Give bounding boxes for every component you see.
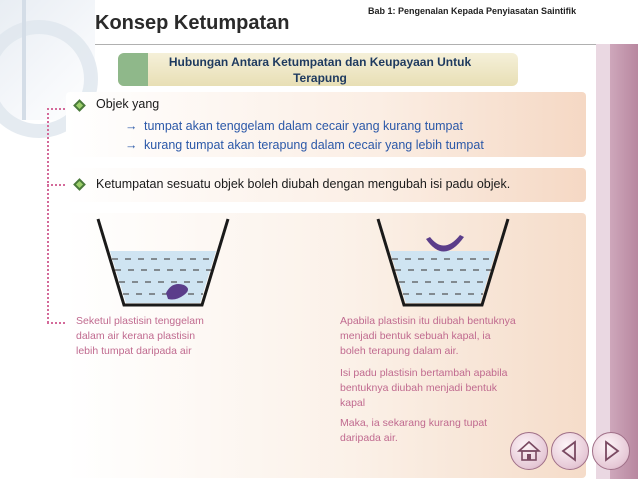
caption-right-c-line-1: Maka, ia sekarang kurang tupat xyxy=(340,417,488,429)
point-1-sub-1: tumpat akan tenggelam dalam cecair yang kurang tumpat xyxy=(144,119,463,133)
point-1-heading: Objek yang xyxy=(96,97,160,111)
caption-right-b xyxy=(340,366,552,411)
caption-right-a xyxy=(340,314,552,359)
header-rule xyxy=(95,44,605,45)
caption-right-b-line-3: kapal xyxy=(340,397,366,409)
subtitle-line-2: Terapung xyxy=(293,71,347,85)
next-button[interactable] xyxy=(592,432,630,470)
subtitle-line-1: Hubungan Antara Ketumpatan dan Keupayaan Untuk xyxy=(168,55,472,69)
next-icon xyxy=(593,433,629,469)
caption-right-c-line-2: daripada air. xyxy=(340,432,398,444)
caption-right-b-line-1: Isi padu plastisin bertambah apabila xyxy=(340,367,508,379)
caption-left-line-3: lebih tumpat daripada air xyxy=(76,345,192,357)
chapter-label: Bab 1: Pengenalan Kepada Penyiasatan Saintifik xyxy=(368,6,577,16)
caption-right-a-line-3: boleh terapung dalam air. xyxy=(340,345,459,357)
plasticine-boat xyxy=(426,235,464,252)
caption-left-line-2: dalam air kerana plastisin xyxy=(76,330,196,342)
caption-right-a-line-1: Apabila plastisin itu diubah bentuknya xyxy=(340,315,516,327)
point-1-sub-2: kurang tumpat akan terapung dalam cecair yang lebih tumpat xyxy=(144,138,484,152)
right-band-decoration xyxy=(596,44,638,479)
back-icon xyxy=(552,433,588,469)
back-button[interactable] xyxy=(551,432,589,470)
home-button[interactable] xyxy=(510,432,548,470)
point-1-arrow-1: → xyxy=(125,119,138,133)
point-2-text: Ketumpatan sesuatu objek boleh diubah dengan mengubah isi padu objek. xyxy=(96,177,511,191)
caption-left xyxy=(76,314,248,359)
point-1-arrow-2: → xyxy=(125,138,138,152)
page-title: Konsep Ketumpatan xyxy=(95,12,290,34)
connector-line xyxy=(47,108,51,323)
home-icon xyxy=(511,433,547,469)
caption-right-b-line-2: bentuknya diubah menjadi bentuk xyxy=(340,382,498,394)
caption-left-line-1: Seketul plastisin tenggelam xyxy=(76,315,204,327)
subtitle xyxy=(140,54,500,86)
beaker-sinking xyxy=(88,215,238,307)
beaker-floating xyxy=(368,215,518,307)
caption-right-a-line-2: menjadi bentuk sebuah kapal, ia xyxy=(340,330,491,342)
